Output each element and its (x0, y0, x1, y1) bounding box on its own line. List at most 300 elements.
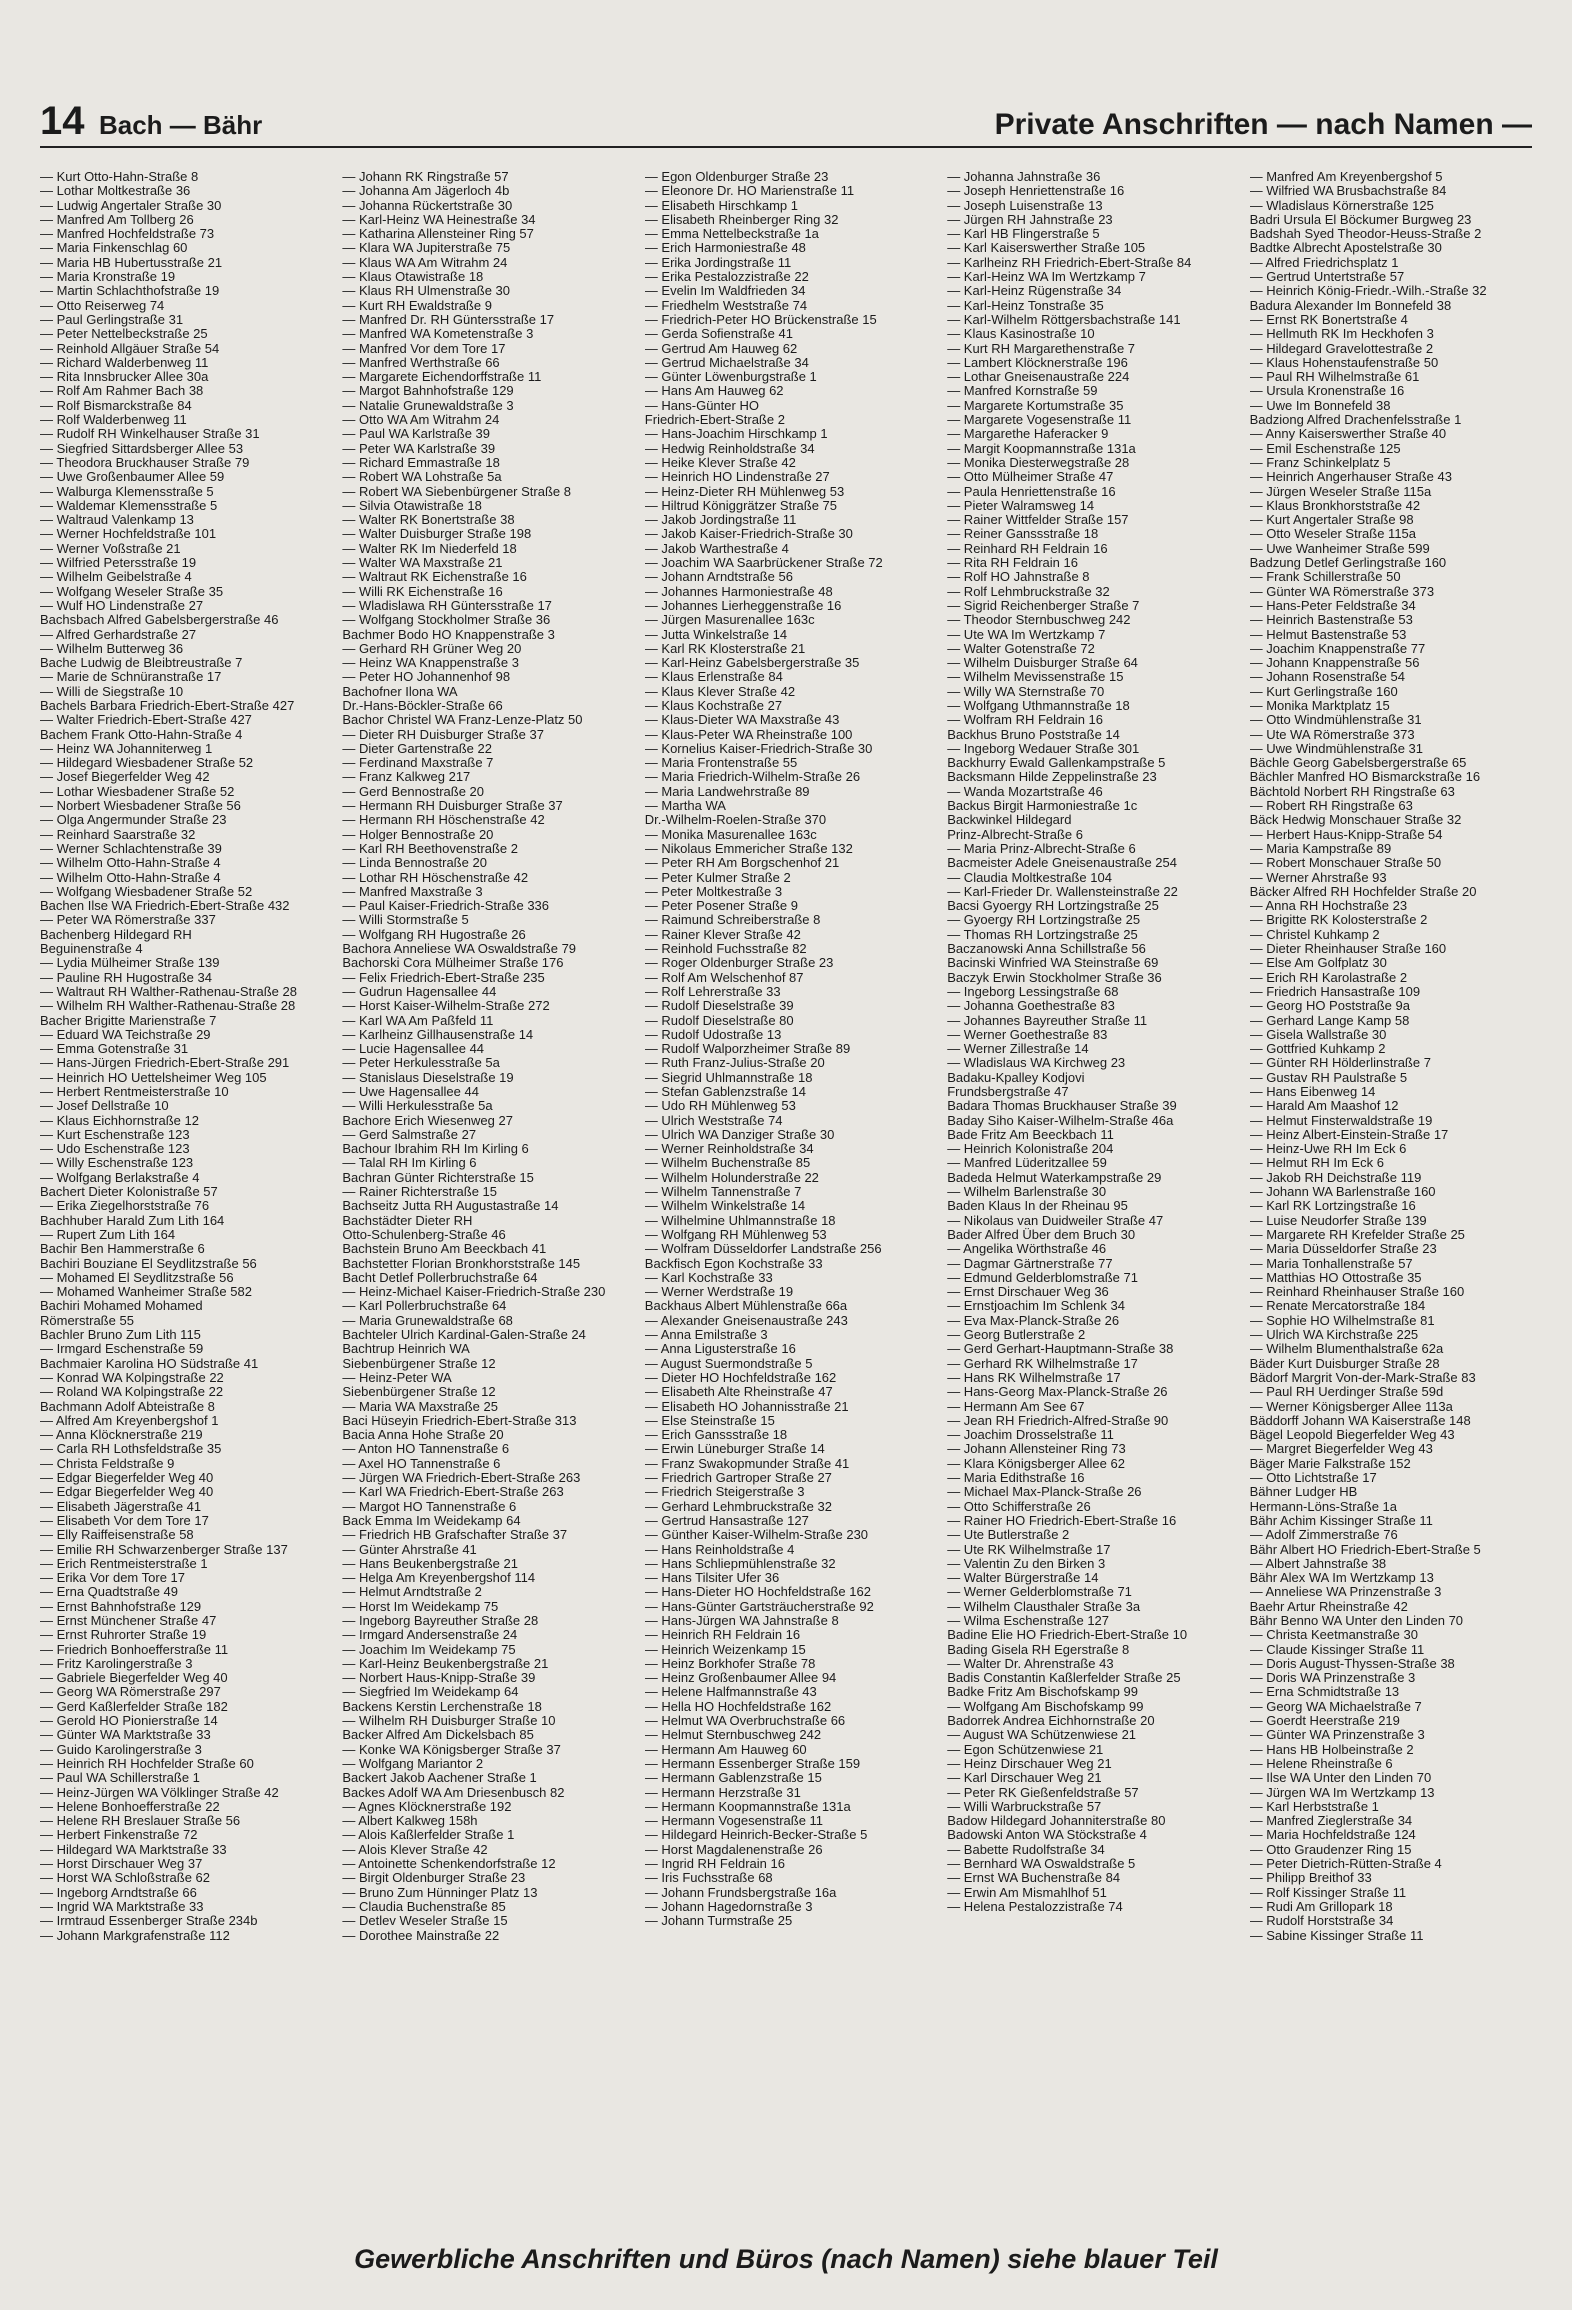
directory-entry: — Helmut WA Overbruchstraße 66 (644, 1714, 846, 1729)
directory-entry: — Maria Frontenstraße 55 (644, 756, 798, 771)
directory-entry: — Agnes Klöcknerstraße 192 (342, 1799, 512, 1814)
directory-entry: — Franz Kalkweg 217 (342, 770, 471, 785)
directory-entry: — Gerhard RH Grüner Weg 20 (342, 641, 522, 656)
directory-entry: Backus Birgit Harmoniestraße 1c (947, 799, 1138, 814)
directory-entry: Bächtold Norbert RH Ringstraße 63 (1249, 784, 1455, 799)
directory-entry: — Claudia Buchenstraße 85 (342, 1899, 506, 1914)
directory-entry: — Günter WA Römerstraße 373 (1249, 584, 1435, 599)
directory-entry: Badtke Albrecht Apostelstraße 30 (1249, 241, 1442, 256)
directory-entry: — Hildegard Gravelottestraße 2 (1249, 341, 1434, 356)
directory-entry: — Wilhelm Tannenstraße 7 (644, 1185, 802, 1200)
directory-entry: — Adolf Zimmerstraße 76 (1249, 1528, 1398, 1543)
directory-entry: — Wilhelm RH Walther-Rathenau-Straße 28 (40, 999, 296, 1014)
directory-entry: — Christa Feldstraße 9 (40, 1456, 175, 1471)
directory-entry: — Christel Kuhkamp 2 (1249, 927, 1380, 942)
directory-entry: — Stanislaus Dieselstraße 19 (342, 1070, 514, 1085)
directory-entry: — Paul WA Karlstraße 39 (342, 427, 491, 442)
directory-entry: — Else Am Golfplatz 30 (1249, 956, 1387, 971)
directory-entry: — Hildegard Wiesbadener Straße 52 (40, 756, 254, 771)
directory-entry: — Klaus Klever Straße 42 (644, 684, 796, 699)
directory-entry: — Anneliese WA Prinzenstraße 3 (1249, 1585, 1442, 1600)
directory-entry: — Mohamed Wanheimer Straße 582 (40, 1285, 252, 1300)
directory-entry: — Hans Reinholdstraße 4 (644, 1542, 795, 1557)
directory-entry: — Klaus Otawistraße 18 (342, 270, 484, 285)
directory-entry: — Walter Gotenstraße 72 (947, 641, 1095, 656)
directory-entry: — Siegrid Uhlmannstraße 18 (644, 1070, 813, 1085)
directory-entry: Siebenbürgener Straße 12 (342, 1385, 496, 1400)
directory-entry: — Elisabeth Jägerstraße 41 (40, 1499, 202, 1514)
directory-entry: — Lothar RH Höschenstraße 42 (342, 870, 529, 885)
directory-entry: — Peter WA Römerstraße 337 (40, 913, 216, 928)
directory-entry: — Erika Ziegelhorststraße 76 (40, 1199, 210, 1214)
directory-entry: — Hans RK Wilhelmstraße 17 (947, 1370, 1121, 1385)
directory-entry: — Herbert Haus-Knipp-Straße 54 (1249, 827, 1443, 842)
directory-entry: — Wulf HO Lindenstraße 27 (40, 598, 204, 613)
directory-entry: Frundsbergstraße 47 (947, 1085, 1069, 1099)
directory-entry: — Wilhelm Geibelstraße 4 (40, 570, 192, 585)
directory-entry: — Otto WA Am Witrahm 24 (342, 413, 500, 428)
directory-entry: Bachstein Bruno Am Beeckbach 41 (342, 1242, 547, 1257)
directory-entry: — Maria Kampstraße 89 (1249, 841, 1392, 856)
directory-entry: — Sophie HO Wilhelmstraße 81 (1249, 1313, 1435, 1328)
directory-entry: — Norbert Wiesbadener Straße 56 (40, 799, 241, 814)
directory-entry: Bachhuber Harald Zum Lith 164 (40, 1213, 225, 1228)
directory-entry: — Heinz-Michael Kaiser-Friedrich-Straße 230 (342, 1285, 606, 1300)
directory-entry: — Evelin Im Waldfrieden 34 (644, 284, 806, 299)
directory-entry: — Gyoergy RH Lortzingstraße 25 (947, 913, 1141, 928)
directory-entry: — Ulrich WA Danziger Straße 30 (644, 1127, 835, 1142)
directory-entry: Bachert Dieter Kolonistraße 57 (40, 1185, 218, 1200)
directory-entry: — Peter Nettelbeckstraße 25 (40, 327, 208, 342)
directory-entry: — Klara WA Jupiterstraße 75 (342, 241, 511, 256)
directory-entry: — Rudolf RH Winkelhauser Straße 31 (40, 427, 260, 442)
directory-entry: Bacmeister Adele Gneisenaustraße 254 (947, 856, 1177, 871)
directory-entry: — Claude Kissinger Straße 11 (1249, 1642, 1425, 1657)
directory-entry: — Friedrich Steigerstraße 3 (644, 1485, 805, 1500)
directory-entry: — Monika Marktplatz 15 (1249, 698, 1390, 713)
directory-entry: — Lydia Mülheimer Straße 139 (40, 956, 220, 971)
directory-entry: Bähr Achim Kissinger Straße 11 (1249, 1513, 1433, 1528)
directory-entry: — Hans Eibenweg 14 (1249, 1085, 1376, 1099)
directory-entry: — Wolfram Düsseldorfer Landstraße 256 (644, 1242, 882, 1257)
directory-entry: — Hermann Essenberger Straße 159 (644, 1756, 861, 1771)
directory-entry: — Ernst Ruhrorter Straße 19 (40, 1628, 207, 1643)
directory-entry: — Horst WA Schloßstraße 62 (40, 1871, 211, 1886)
directory-entry: — August WA Schützenwiese 21 (947, 1728, 1137, 1743)
directory-entry: Otto-Schulenberg-Straße 46 (342, 1227, 506, 1242)
directory-entry: — Wolfgang Weseler Straße 35 (40, 584, 224, 599)
directory-entry: Hermann-Löns-Straße 1a (1249, 1499, 1397, 1514)
directory-entry: — Natalie Grunewaldstraße 3 (342, 398, 514, 413)
directory-entry: — Gabriele Biegerfelder Weg 40 (40, 1671, 228, 1686)
directory-entry: — Felix Friedrich-Ebert-Straße 235 (342, 970, 545, 985)
directory-entry: — Joachim Im Weidekamp 75 (342, 1642, 516, 1657)
directory-entry: — Hans Tilsiter Ufer 36 (644, 1571, 780, 1586)
directory-entry: — Ulrich Weststraße 74 (644, 1113, 783, 1128)
directory-entry: — Karl Kochstraße 33 (644, 1270, 773, 1285)
directory-entry: — Heinrich RH Feldrain 16 (644, 1628, 801, 1643)
directory-entry: — Wolfgang Am Bischofskamp 99 (947, 1699, 1144, 1714)
directory-column-4 (947, 170, 1229, 2240)
directory-entry: — Johann Markgrafenstraße 112 (40, 1928, 230, 1943)
directory-entry: — Josef Biegerfelder Weg 42 (40, 770, 210, 785)
directory-entry: — Ernst Münchener Straße 47 (40, 1613, 217, 1628)
directory-entry: — Anna RH Hochstraße 23 (1249, 899, 1408, 914)
directory-entry: — Philipp Breithof 33 (1249, 1871, 1372, 1886)
directory-entry: — Klaus Erlenstraße 84 (644, 670, 783, 685)
directory-entry: — Paul WA Schillerstraße 1 (40, 1771, 200, 1786)
directory-entry: — Uwe Hagensallee 44 (342, 1085, 479, 1099)
directory-entry: — Johann Allensteiner Ring 73 (947, 1442, 1126, 1457)
directory-entry: — Gerhard RK Wilhelmstraße 17 (947, 1356, 1138, 1371)
directory-entry: — Walter Duisburger Straße 198 (342, 527, 532, 542)
directory-entry: Baczanowski Anna Schillstraße 56 (947, 942, 1146, 957)
directory-entry: — Wilhelm Mevissenstraße 15 (947, 670, 1124, 685)
directory-entry: — Klaus Bronkhorststraße 42 (1249, 498, 1421, 513)
directory-entry: Badara Thomas Bruckhauser Straße 39 (947, 1099, 1177, 1114)
directory-entry: — Mohamed El Seydlitzstraße 56 (40, 1270, 234, 1285)
directory-entry: Backes Adolf WA Am Driesenbusch 82 (342, 1785, 565, 1800)
directory-entry: — Siegfried Im Weidekamp 64 (342, 1685, 519, 1700)
directory-entry: Bachenberg Hildegard RH (40, 927, 192, 942)
directory-entry: Bachmer Bodo HO Knappenstraße 3 (342, 627, 555, 642)
directory-entry: — Anna Emilstraße 3 (644, 1328, 768, 1343)
directory-entry: Bächle Georg Gabelsbergerstraße 65 (1249, 756, 1467, 771)
directory-entry: — Helene Halfmannstraße 43 (644, 1685, 817, 1700)
directory-entry: — Helmut Arndtstraße 2 (342, 1585, 482, 1600)
directory-entry: Backsmann Hilde Zeppelinstraße 23 (947, 770, 1157, 785)
directory-entry: — Erna Quadtstraße 49 (40, 1585, 179, 1600)
directory-entry: — Margit Koopmannstraße 131a (947, 441, 1136, 456)
directory-entry: — Harald Am Maashof 12 (1249, 1099, 1399, 1114)
directory-entry: Prinz-Albrecht-Straße 6 (947, 827, 1084, 842)
directory-entry: — Helmut Finsterwaldstraße 19 (1249, 1113, 1433, 1128)
directory-entry: — Martha WA (644, 799, 726, 814)
directory-entry: — Elly Raiffeisenstraße 58 (40, 1528, 194, 1543)
directory-entry: — Lothar Gneisenaustraße 224 (947, 370, 1130, 385)
directory-entry: — Wilhelm Blumenthalstraße 62a (1249, 1342, 1444, 1357)
directory-entry: — Kurt Gerlingstraße 160 (1249, 684, 1398, 699)
directory-entry: Badzung Detlef Gerlingstraße 160 (1249, 556, 1447, 571)
directory-entry: — Otto Weseler Straße 115a (1249, 527, 1417, 542)
directory-entry: — Emma Nettelbeckstraße 1a (644, 227, 819, 242)
directory-entry: — Willi de Siegstraße 10 (40, 684, 184, 699)
directory-entry: — Manfred Lüderitzallee 59 (947, 1156, 1107, 1171)
directory-entry: Bäck Hedwig Monschauer Straße 32 (1249, 813, 1462, 828)
directory-entry: Baci Hüseyin Friedrich-Ebert-Straße 313 (342, 1413, 577, 1428)
directory-entry: — Otto Schifferstraße 26 (947, 1499, 1091, 1514)
directory-entry: — Franz Swakopmunder Straße 41 (644, 1456, 850, 1471)
directory-entry: — Hildegard Heinrich-Becker-Straße 5 (644, 1828, 868, 1843)
directory-entry: — Anton HO Tannenstraße 6 (342, 1442, 510, 1457)
directory-entry: — Erich Rentmeisterstraße 1 (40, 1556, 208, 1571)
directory-entry: — Rolf Walderbenweg 11 (40, 413, 187, 428)
directory-entry: — Klaus Kochstraße 27 (644, 698, 783, 713)
directory-entry: — Richard Emmastraße 18 (342, 455, 500, 470)
directory-entry: — Heinrich Angerhauser Straße 43 (1249, 470, 1452, 485)
directory-entry: — Dieter Gartenstraße 22 (342, 741, 492, 756)
directory-entry: — Karl-Heinz Tonstraße 35 (947, 298, 1104, 313)
directory-entry: — Waldemar Klemensstraße 5 (40, 498, 218, 513)
directory-entry: — Elisabeth Alte Rheinstraße 47 (644, 1385, 833, 1400)
directory-entry: — Monika Diesterwegstraße 28 (947, 455, 1130, 470)
directory-entry: — Maria WA Maxstraße 25 (342, 1399, 498, 1414)
directory-entry: — Christa Keetmanstraße 30 (1249, 1628, 1418, 1643)
directory-entry: — Carla RH Lothsfeldstraße 35 (40, 1442, 222, 1457)
directory-entry: Baden Klaus In der Rheinau 95 (947, 1199, 1128, 1214)
directory-entry: Bacsi Gyoergy RH Lortzingstraße 25 (947, 899, 1159, 914)
directory-entry: Bachen Ilse WA Friedrich-Ebert-Straße 432 (40, 899, 290, 914)
directory-entry: — Ute WA Römerstraße 373 (1249, 727, 1415, 742)
directory-entry: — Anna Ligusterstraße 16 (644, 1342, 796, 1357)
directory-entry: — Johann WA Barlenstraße 160 (1249, 1185, 1436, 1200)
directory-entry: — Fritz Karolingerstraße 3 (40, 1656, 193, 1671)
directory-entry: Bachofner Ilona WA (342, 684, 458, 699)
directory-entry: — Manfred Dr. RH Güntersstraße 17 (342, 312, 555, 327)
directory-entry: — Gisela Wallstraße 30 (1249, 1027, 1387, 1042)
directory-entry: — Lucie Hagensallee 44 (342, 1042, 485, 1057)
directory-entry: — Linda Bennostraße 20 (342, 856, 487, 871)
directory-entry: Backer Alfred Am Dickelsbach 85 (342, 1728, 534, 1743)
directory-entry: — Walter Dr. Ahrenstraße 43 (947, 1656, 1114, 1671)
directory-entry: — Johann Turmstraße 25 (644, 1914, 793, 1929)
directory-entry: — Günter Löwenburgstraße 1 (644, 370, 817, 385)
directory-entry: Römerstraße 55 (40, 1313, 134, 1328)
directory-entry: — Wilhelm RH Duisburger Straße 10 (342, 1714, 556, 1729)
directory-entry: — Hiltrud Königgrätzer Straße 75 (644, 498, 837, 513)
directory-entry: — Willy WA Sternstraße 70 (947, 684, 1105, 699)
directory-entry: — Konrad WA Kolpingstraße 22 (40, 1370, 224, 1385)
directory-entry: — Elisabeth Vor dem Tore 17 (40, 1513, 209, 1528)
directory-entry: — Rolf Kissinger Straße 11 (1249, 1885, 1407, 1900)
directory-entry: Bachiri Mohamed Mohamed (40, 1299, 203, 1314)
directory-entry: — Hermann RH Höschenstraße 42 (342, 813, 545, 828)
directory-entry: Bachore Erich Wiesenweg 27 (342, 1113, 513, 1128)
directory-entry: — Hermann RH Duisburger Straße 37 (342, 799, 563, 814)
directory-entry: Dr.-Wilhelm-Roelen-Straße 370 (644, 813, 827, 828)
directory-entry: — Paula Henriettenstraße 16 (947, 484, 1116, 499)
directory-entry: — Pauline RH Hugostraße 34 (40, 970, 212, 985)
directory-entry: — Hans-Günter HO (644, 398, 759, 413)
directory-entry: — Roland WA Kolpingstraße 22 (40, 1385, 224, 1400)
directory-entry: — Klaus RH Ulmenstraße 30 (342, 284, 511, 299)
directory-entry: — Otto Reiserweg 74 (40, 298, 165, 313)
directory-entry: Bädorf Margrit Von-der-Mark-Straße 83 (1249, 1370, 1476, 1385)
directory-entry: — Klaus Kasinostraße 10 (947, 327, 1095, 342)
directory-entry: Bachels Barbara Friedrich-Ebert-Straße 427 (40, 698, 295, 713)
directory-entry: — Maria Finkenschlag 60 (40, 241, 188, 256)
directory-entry: — Ingeborg Arndtstraße 66 (40, 1885, 197, 1900)
directory-entry: Bäger Marie Falkstraße 152 (1249, 1456, 1411, 1471)
directory-entry: — Wilhelm Holunderstraße 22 (644, 1170, 819, 1185)
directory-entry: — Hedwig Reinholdstraße 34 (644, 441, 815, 456)
directory-entry: — Karl WA Am Paßfeld 11 (342, 1013, 494, 1028)
directory-entry: Badura Alexander Im Bonnefeld 38 (1249, 298, 1452, 313)
directory-entry: — Heinz Großenbaumer Allee 94 (644, 1671, 837, 1686)
directory-entry: — Lothar Moltkestraße 36 (40, 184, 191, 199)
directory-entry: — Hellmuth RK Im Heckhofen 3 (1249, 327, 1434, 342)
directory-entry: — Hans HB Holbeinstraße 2 (1249, 1742, 1414, 1757)
directory-entry: — Maria Edithstraße 16 (947, 1471, 1085, 1486)
directory-entry: — Rainer HO Friedrich-Ebert-Straße 16 (947, 1513, 1177, 1528)
directory-entry: Badorrek Andrea Eichhornstraße 20 (947, 1714, 1155, 1729)
directory-entry: — Karlheinz Gillhausenstraße 14 (342, 1027, 534, 1042)
directory-entry: — Talal RH Im Kirling 6 (342, 1156, 477, 1171)
directory-entry: — Gertrud Hansastraße 127 (644, 1513, 809, 1528)
directory-entry: — Karl RH Beethovenstraße 2 (342, 841, 518, 856)
directory-entry: — Heinrich Kolonistraße 204 (947, 1142, 1114, 1157)
directory-entry: Bähner Ludger HB (1249, 1485, 1358, 1500)
directory-entry: — Ernst RK Bonertstraße 4 (1249, 312, 1408, 327)
directory-entry: — Robert WA Lohstraße 5a (342, 470, 502, 485)
directory-entry: Bacia Anna Hohe Straße 20 (342, 1428, 504, 1443)
directory-entry: — Rudolf Dieselstraße 39 (644, 999, 794, 1014)
directory-entry: — Ute Butlerstraße 2 (947, 1528, 1070, 1543)
directory-entry: Backfisch Egon Kochstraße 33 (644, 1256, 823, 1271)
directory-entry: — Karl-Heinz WA Im Wertzkamp 7 (947, 270, 1146, 285)
directory-entry: — Karl Kaiserswerther Straße 105 (947, 241, 1146, 256)
directory-column-5 (1250, 170, 1532, 2240)
directory-entry: — Gerda Sofienstraße 41 (644, 327, 793, 342)
directory-entry: — Helga Am Kreyenbergshof 114 (342, 1571, 536, 1586)
directory-entry: — Willi Herkulesstraße 5a (342, 1099, 493, 1114)
directory-entry: — Edmund Gelderblomstraße 71 (947, 1270, 1138, 1285)
directory-entry: Bachstädter Dieter RH (342, 1213, 473, 1228)
directory-entry: — Rainer Wittfelder Straße 157 (947, 513, 1129, 528)
directory-entry: — Ernst Dirschauer Weg 36 (947, 1285, 1109, 1300)
directory-entry: — Udo Eschenstraße 123 (40, 1142, 190, 1157)
directory-entry: Bachler Bruno Zum Lith 115 (40, 1328, 201, 1343)
directory-entry: — Luise Neudorfer Straße 139 (1249, 1213, 1427, 1228)
directory-entry: — Erika Jordingstraße 11 (644, 255, 792, 270)
directory-entry: — Robert RH Ringstraße 63 (1249, 799, 1413, 814)
directory-entry: — Jürgen WA Im Wertzkamp 13 (1249, 1785, 1435, 1800)
directory-entry: — Stefan Gablenzstraße 14 (644, 1085, 806, 1099)
directory-entry: — Waltraud Valenkamp 13 (40, 513, 194, 528)
directory-entry: — Walter Bürgerstraße 14 (947, 1571, 1099, 1586)
directory-entry: — Friedrich Hansastraße 109 (1249, 984, 1421, 999)
directory-entry: — Ursula Kronenstraße 16 (1249, 384, 1405, 399)
directory-entry: — Heinrich Weizenkamp 15 (644, 1642, 806, 1657)
directory-entry: Bachtrup Heinrich WA (342, 1342, 470, 1357)
directory-entry: Bacher Brigitte Marienstraße 7 (40, 1013, 217, 1028)
directory-entry: — Ruth Franz-Julius-Straße 20 (644, 1056, 825, 1071)
directory-entry: — Antoinette Schenkendorfstraße 12 (342, 1857, 556, 1872)
page-number: 14 (40, 99, 85, 143)
directory-entry: — Uwe Wanheimer Straße 599 (1249, 541, 1430, 556)
directory-entry: — Eleonore Dr. HO Marienstraße 11 (644, 184, 855, 199)
directory-entry: — Kurt RH Margarethenstraße 7 (947, 341, 1136, 356)
directory-entry: — Alfred Friedrichsplatz 1 (1249, 255, 1399, 270)
directory-entry: — Irmgard Andersenstraße 24 (342, 1628, 518, 1643)
directory-entry: — Monika Masurenallee 163c (644, 827, 817, 842)
directory-entry: — Sigrid Reichenberger Straße 7 (947, 598, 1140, 613)
directory-entry: Bachsbach Alfred Gabelsbergerstraße 46 (40, 613, 279, 628)
directory-entry: — Sabine Kissinger Straße 11 (1249, 1928, 1424, 1943)
directory-entry: — Robert WA Siebenbürgener Straße 8 (342, 484, 571, 499)
directory-entry: — Frank Schillerstraße 50 (1249, 570, 1401, 585)
directory-entry: — Rainer Richterstraße 15 (342, 1185, 498, 1200)
directory-entry: — Friedrich Bonhoefferstraße 11 (40, 1642, 229, 1657)
directory-entry: — Alfred Am Kreyenbergshof 1 (40, 1413, 219, 1428)
directory-entry: Badowski Anton WA Stöckstraße 4 (947, 1828, 1147, 1843)
directory-entry: — Heinz-Jürgen WA Völklinger Straße 42 (40, 1785, 279, 1800)
directory-entry: — Nikolaus Emmericher Straße 132 (644, 841, 853, 856)
directory-column-1 (40, 170, 322, 2240)
directory-entry: — Helmut Sternbuschweg 242 (644, 1728, 822, 1743)
directory-entry: — Margarete Kortumstraße 35 (947, 398, 1124, 413)
directory-entry: — Wilhelm Clausthaler Straße 3a (947, 1599, 1141, 1614)
directory-entry: — Ferdinand Maxstraße 7 (342, 756, 494, 771)
directory-entry: — Michael Max-Planck-Straße 26 (947, 1485, 1142, 1500)
directory-entry: — Hermann Gablenzstraße 15 (644, 1771, 822, 1786)
directory-entry: — Karl RK Klosterstraße 21 (644, 641, 806, 656)
page-header (40, 96, 1532, 148)
directory-entry: — Hans-Jürgen WA Jahnstraße 8 (644, 1613, 839, 1628)
directory-entry: — Karl RK Lortzingstraße 16 (1249, 1199, 1416, 1214)
directory-entry: — Peter Posener Straße 9 (644, 899, 798, 914)
directory-entry: — Babette Rudolfstraße 34 (947, 1842, 1105, 1857)
directory-entry: — Erich Ganssstraße 18 (644, 1428, 788, 1443)
directory-entry: — Joseph Luisenstraße 13 (947, 198, 1103, 213)
directory-entry: — Manfred Hochfeldstraße 73 (40, 227, 215, 242)
directory-entry: — Waltraut RK Eichenstraße 16 (342, 570, 527, 585)
directory-entry: Bachstetter Florian Bronkhorststraße 145 (342, 1256, 581, 1271)
directory-entry: — Holger Bennostraße 20 (342, 827, 494, 842)
directory-entry: — Johannes Lierheggenstraße 16 (644, 598, 842, 613)
directory-entry: — Rolf HO Jahnstraße 8 (947, 570, 1090, 585)
directory-entry: — Heinz WA Knappenstraße 3 (342, 656, 519, 671)
directory-entry: — Werner Goethestraße 83 (947, 1027, 1108, 1042)
directory-entry: Bachran Günter Richterstraße 15 (342, 1170, 534, 1185)
directory-entry: — Manfred WA Kometenstraße 3 (342, 327, 534, 342)
directory-entry: — Rolf Am Welschenhof 87 (644, 970, 804, 985)
directory-entry: — Peter Moltkestraße 3 (644, 884, 783, 899)
directory-entry: — Else Steinstraße 15 (644, 1413, 775, 1428)
directory-entry: — Ingeborg Bayreuther Straße 28 (342, 1613, 539, 1628)
directory-entry: — Hans-Günter Gartsträucherstraße 92 (644, 1599, 874, 1614)
directory-entry: Badziong Alfred Drachenfelsstraße 1 (1249, 413, 1462, 428)
directory-entry: — Heinrich HO Uettelsheimer Weg 105 (40, 1070, 267, 1085)
directory-entry: Badke Fritz Am Bischofskamp 99 (947, 1685, 1138, 1700)
directory-entry: — Horst Magdalenenstraße 26 (644, 1842, 823, 1857)
directory-entry: — Heinz WA Johanniterweg 1 (40, 741, 213, 756)
directory-entry: — Peter Kulmer Straße 2 (644, 870, 791, 885)
directory-entry: — Ingrid RH Feldrain 16 (644, 1857, 785, 1872)
directory-entry: — Werner Werdstraße 19 (644, 1285, 794, 1300)
directory-entry: — Manfred Zieglerstraße 34 (1249, 1814, 1413, 1829)
directory-entry: — Peter Dietrich-Rütten-Straße 4 (1249, 1857, 1442, 1872)
directory-entry: — Werner Zillestraße 14 (947, 1042, 1089, 1057)
directory-entry: — Gudrun Hagensallee 44 (342, 984, 497, 999)
directory-entry: — Gerold HO Pionierstraße 14 (40, 1714, 218, 1729)
directory-entry: Bachmann Adolf Abteistraße 8 (40, 1399, 215, 1414)
directory-entry: — Ute WA Im Wertzkamp 7 (947, 627, 1106, 642)
directory-entry: Bäcker Alfred RH Hochfelder Straße 20 (1249, 884, 1477, 899)
directory-entry: — Hans Am Hauweg 62 (644, 384, 784, 399)
directory-entry: — Hella HO Hochfeldstraße 162 (644, 1699, 832, 1714)
directory-entry: Bachseitz Jutta RH Augustastraße 14 (342, 1199, 559, 1214)
directory-entry: — Lambert Klöcknerstraße 196 (947, 355, 1128, 370)
directory-entry: — Otto Lichtstraße 17 (1249, 1471, 1377, 1486)
directory-entry: Badshah Syed Theodor-Heuss-Straße 2 (1249, 227, 1482, 242)
directory-entry: — Willi Stormstraße 5 (342, 913, 469, 928)
directory-entry: — Rudolf Dieselstraße 80 (644, 1013, 794, 1028)
directory-entry: — Wilhelm Buchenstraße 85 (644, 1156, 811, 1171)
directory-entry: — Herbert Rentmeisterstraße 10 (40, 1085, 229, 1099)
directory-entry: — Rita RH Feldrain 16 (947, 556, 1078, 571)
directory-entry: — Peter RH Am Borgschenhof 21 (644, 856, 840, 871)
